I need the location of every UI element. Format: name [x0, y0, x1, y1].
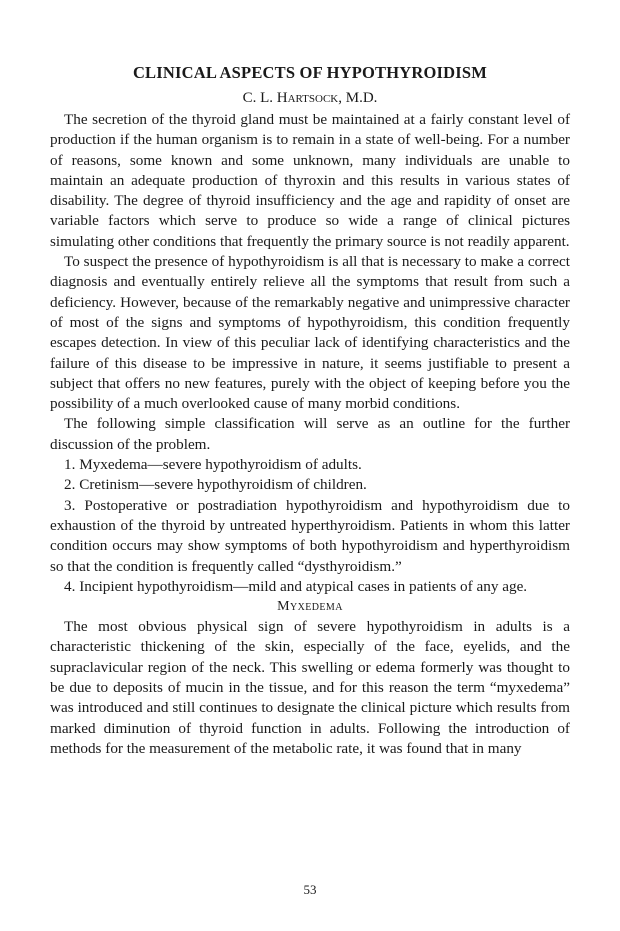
intro-paragraph-3: The following simple classification will serve as an outline for the further discussion of the problem. — [50, 415, 570, 453]
author-initials: C. L. H — [242, 90, 288, 106]
article-page — [50, 62, 570, 759]
article-author — [50, 88, 570, 108]
intro-paragraph-1: The secretion of the thyroid gland must be maintained at a fairly constant level of production if the human organism is to remain in a state of well-being. For a number of reasons, some known and some unknown, many individuals are unable to maintain an adequate production of thyroxin and this results in various states of disability. The degree of thyroid insufficiency and the age and rapidity of onset are variable factors which serve to produce so wide a range of clinical pictures simulating other conditions that frequently the primary source is not readily apparent. — [50, 111, 570, 250]
article-title: CLINICAL ASPECTS OF HYPOTHYROIDISM — [132, 63, 488, 82]
section-heading: Myxedema — [277, 599, 343, 615]
classification-item-1: 1. Myxedema—severe hypothyroidism of adults. — [64, 456, 362, 474]
author-degree: , M.D. — [338, 90, 378, 106]
intro-paragraph-2: To suspect the presence of hypothyroidism is all that is necessary to make a correct diagnosis and eventually entirely relieve all the symptoms that result from such a deficiency. However, because of the remarkably negative and unimpressive character of most of the signs and symptoms of hypothyroidism, this condition frequently escapes detection. In view of this peculiar lack of identifying characteristics and the failure of this disease to be impressive in nature, it seems justifiable to present a subject that offers no new features, purely with the object of keeping before you the possibility of a much overlooked cause of many morbid conditions. — [50, 253, 570, 413]
page-number: 53 — [303, 882, 317, 897]
section-paragraph-1: The most obvious physical sign of severe hypothyroidism in adults is a characteristic thickening of the skin, especially of the face, eyelids, and the supraclavicular region of the neck. This swelling or edema formerly was thought to be due to deposits of mucin in the tissue, and for this reason the term “myxedema” was introduced and still continues to designate the clinical picture which results from marked diminution of thyroid function in adults. Following the introduction of methods for the measurement of the metabolic rate, it was found that in many — [50, 618, 570, 757]
author-surname: artsock — [287, 90, 339, 106]
classification-item-2: 2. Cretinism—severe hypothyroidism of children. — [64, 476, 367, 494]
classification-item-4: 4. Incipient hypothyroidism—mild and atypical cases in patients of any age. — [64, 577, 528, 595]
classification-item-3: 3. Postoperative or postradiation hypothyroidism and hypothyroidism due to exhaustion of the thyroid by untreated hyperthyroidism. Patients in whom this latter condition occurs may show symptoms of both hypothyroidism and hyperthyroidism so that the condition is frequently called “dysthyroidism.” — [50, 496, 570, 575]
